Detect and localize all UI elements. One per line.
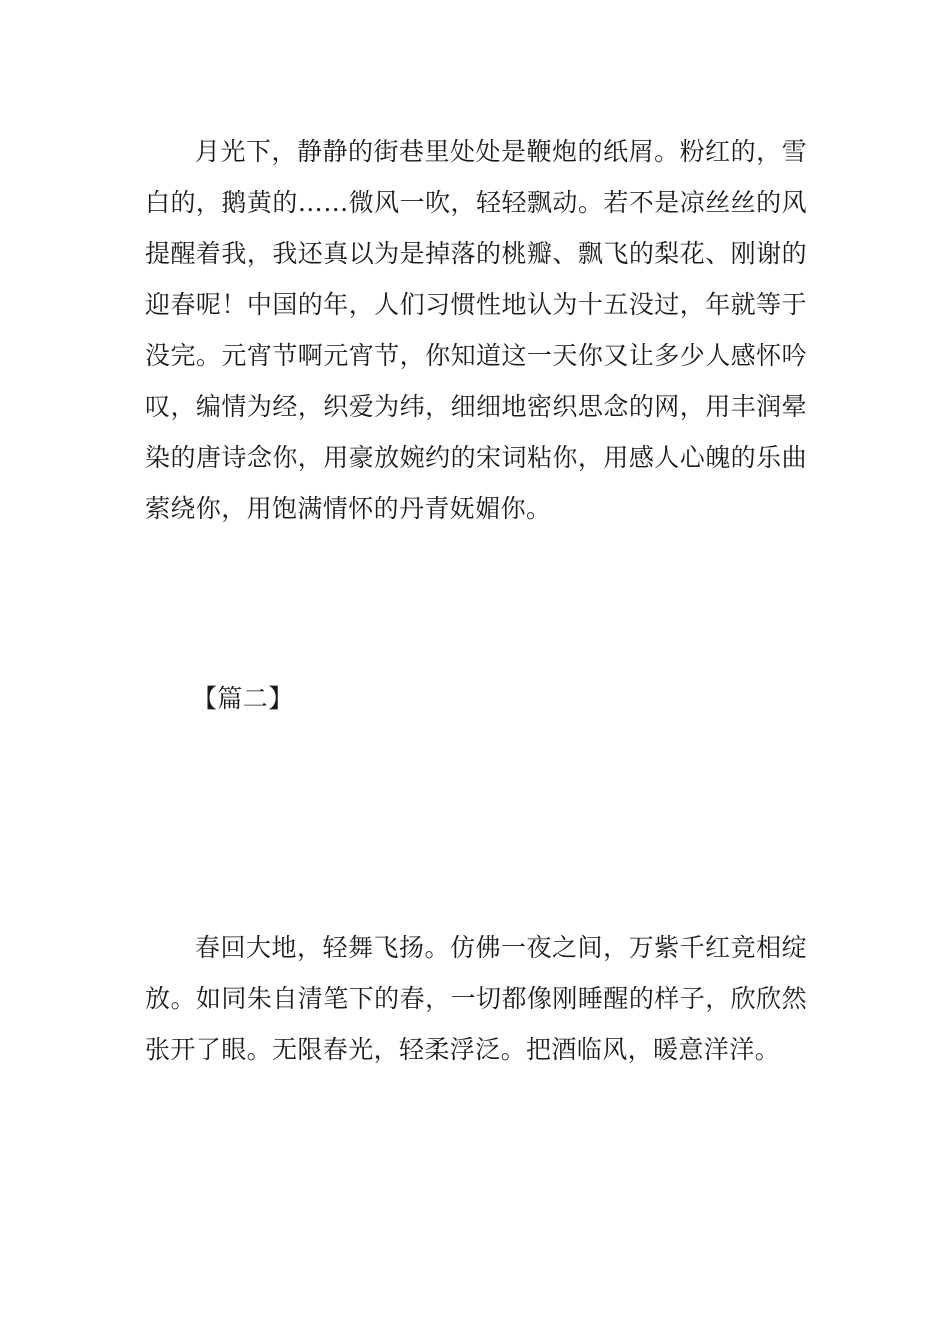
section-heading: 【篇二】 <box>192 684 294 713</box>
body-paragraph: 月光下，静静的街巷里处处是鞭炮的纸屑。粉红的，雪白的，鹅黄的……微风一吹，轻轻飘动。若不是凉丝丝的风提醒着我，我还真以为是掉落的桃瓣、飘飞的梨花、刚谢的迎春呢！中国的年，人们习惯性地认为十五没过，年就等于没完。元宵节啊元宵节，你知道这一天你又让多少人感怀吟叹，编情为经，织爱为纬，细细地密织思念的网，用丰润晕染的唐诗念你，用豪放婉约的宋词粘你，用感人心魄的乐曲萦绕你，用饱满情怀的丹青妩媚你。 <box>145 137 807 523</box>
body-paragraph: 春回大地，轻舞飞扬。仿佛一夜之间，万紫千红竞相绽放。如同朱自清笔下的春，一切都像刚睡醒的样子，欣欣然张开了眼。无限春光，轻柔浮泛。把酒临风，暖意洋洋。 <box>145 933 807 1064</box>
